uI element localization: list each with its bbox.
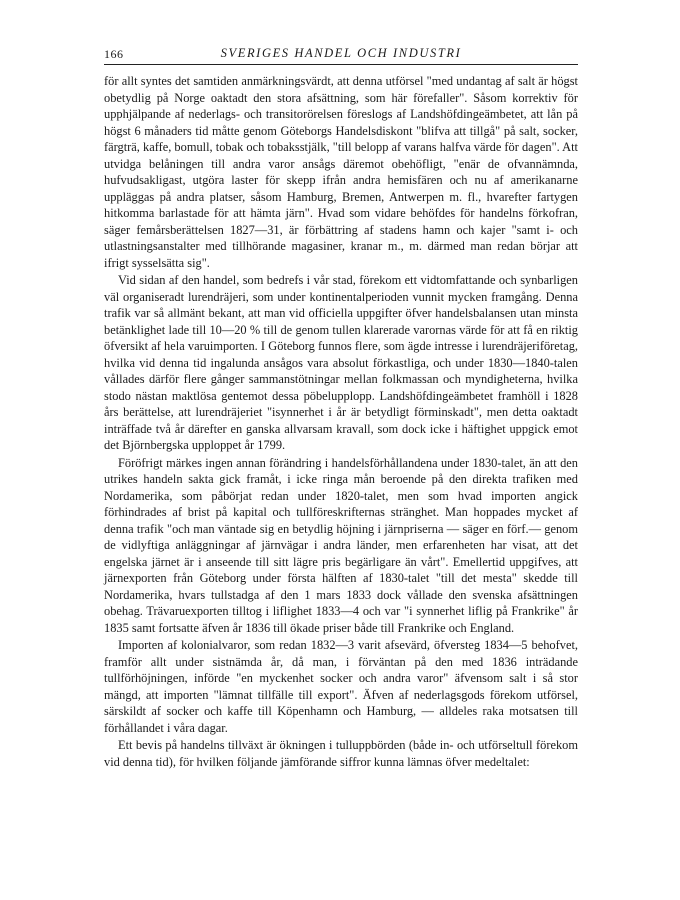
page-number: 166 <box>104 47 124 61</box>
paragraph-1: för allt syntes det samtiden anmärkningsvärdt, att denna utförsel "med undantag af salt är högst obetydlig på Norge oaktadt den stora afsättning, som här förefaller". Såsom korrektiv för upphjälpande af nederlags- och transitorörelsen föreslogs af Landshöfdingeämbetet, att lån på högst 6 månaders tid måtte genom Göteborgs Handelsdiskont "blifva att tillgå" på salt, socker, färgträ, kaffe, bomull, tobak och tobaksstjälk, "till belopp af varans halfva värde för dagen". Att utvidga belåningen till andra varor ansågs däremot obehöfligt, "enär de ofvannämnda, hufvudsakligast, utgöra laster för skepp ifrån andra hemisfären och nu af amerikanarne uppläggas på andra platser, såsom Hamburg, Bremen, Antwerpen m. fl., hvarefter fartygen hitkomma barlastade för att hämta järn". Hvad som vidare behöfdes för handelns förkofran, säger femårsberättelsen 1827—31, är förbättring af stadens hamn och kajer "samt i- och utlastningsanstalter med tillhörande magasiner, kranar m., m. därmed man redan börjar att ifrigt sysselsätta sig". <box>104 74 578 270</box>
paragraph-3: Föröfrigt märkes ingen annan förändring i handelsförhållandena under 1830-talet, än att den utrikes handeln sakta gick framåt, i icke ringa mån beroende på den direkta trafiken med Nordamerika, som påbörjat redan under 1820-talet, men som hvad importen angick förhindrades af brist på kapital och tullföreskrifternas stränghet. Man hoppades mycket af denna trafik "och man väntade sig en betydlig höjning i järnpriserna — säger en förf.— genom de vidlyftiga anläggningar af järnvägar i andra länder, men erfarenheten har visat, att det engelska järnet är i anseende till sitt lägre pris begärligare än vårt". Emellertid uppgifves, att järnexporten från Göteborg under första hälften af 1830-talet "till det mesta" skedde till Nordamerika, hvars tullstadga af den 1 mars 1833 dock vållade den svenska afsättningen obehag. Trävaruexporten tilltog i liflighet 1833—4 och var "i synnerhet liflig på Frankrike" år 1835 samt fortsatte äfven år 1836 till ökade priser både till Frankrike och England. <box>104 455 578 635</box>
page-header <box>104 46 578 65</box>
running-title: SVERIGES HANDEL OCH INDUSTRI <box>220 46 462 60</box>
body-text <box>104 73 578 770</box>
paragraph-4: Importen af kolonialvaror, som redan 1832—3 varit afsevärd, öfversteg 1834—5 behofvet, framför allt under sistnämda år, då man, i förväntan på den med 1836 inträdande tullförhöjningen, införde "en myckenhet socker och andra varor" äfvensom salt i så stor mängd, att importen "lämnat tillfälle till export". Äfven af nederlagsgods förekom utförsel, särskildt af socker och kaffe till Köpenhamn och Hamburg, — alldeles raka motsatsen till förhållandet i våra dagar. <box>104 638 578 735</box>
paragraph-5: Ett bevis på handelns tillväxt är ökningen i tulluppbörden (både in- och utförseltull förekom vid denna tid), för hvilken följande jämförande siffror kunna lämnas öfver medeltalet: <box>104 738 578 769</box>
paragraph-2: Vid sidan af den handel, som bedrefs i vår stad, förekom ett vidtomfattande och synbarligen väl organiseradt lurendräjeri, som under kontinentalperioden vunnit mycken framgång. Denna trafik var så allmänt bekant, att man vid officiella uppgifter öfver handelsbalansen utan minsta betänklighet lade till 10—20 % till de genom tullen klarerade varornas värde för att få en riktig öfversikt af hela varuimporten. I Göteborg funnos flere, som ägde intresse i lurendräjeriföretag, hvilka vid denna tid ingalunda ansågos vara absolut förkastliga, och under 1830—1840-talen vållades därför flere gånger sammanstötningar mellan folkmassan och myndigheterna, hvilka stodo nästan maktlösa gentemot dessa pöbelupplopp. Landshöfdingeämbetet framhöll i 1828 års berättelse, att lurendräjeriet "isynnerhet i år är betydligt förminskadt", men detta oaktadt inträffade två år därefter en ganska allvarsam kravall, som dock icke i häftighet uppgick emot det Björnbergska upploppet år 1799. <box>104 273 578 452</box>
book-page <box>104 46 578 770</box>
